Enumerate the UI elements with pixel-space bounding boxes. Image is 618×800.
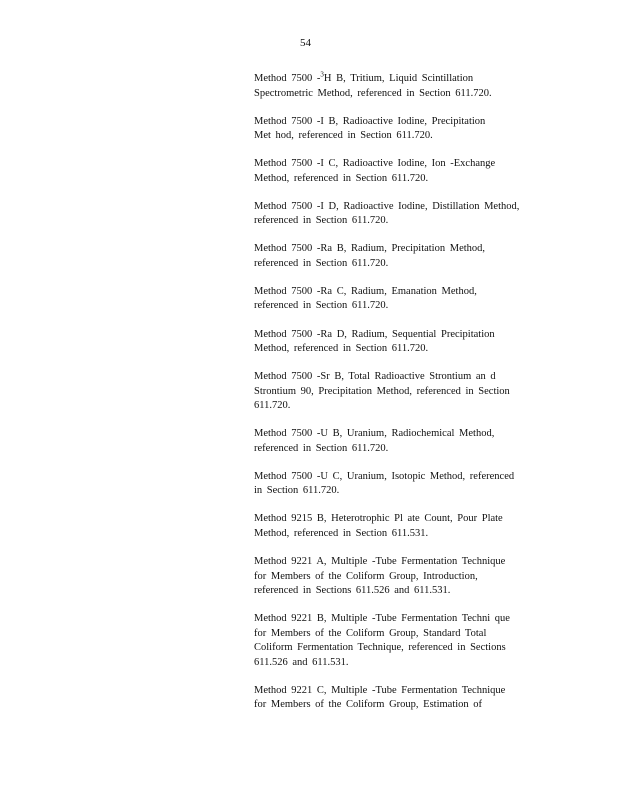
entry-line: Met hod, referenced in Section 611.720. (254, 130, 433, 142)
entry-line: for Members of the Coliform Group, Standard Total (254, 627, 487, 639)
method-entry (254, 157, 534, 186)
superscript-mass-number: 3 (320, 70, 324, 79)
page-number: 54 (300, 37, 311, 49)
entry-line: Method 7500 -Sr B, Total Radioactive Strontium an d (254, 371, 496, 383)
entry-line: Method 7500 -U B, Uranium, Radiochemical Method, (254, 428, 495, 440)
method-entry (254, 684, 534, 713)
method-entry (254, 200, 534, 229)
entry-line: Method 9215 B, Heterotrophic Pl ate Count, Pour Plate (254, 513, 503, 525)
entry-line: for Members of the Coliform Group, Introduction, (254, 570, 478, 582)
entry-line: Method 7500 -I B, Radioactive Iodine, Precipitation (254, 115, 486, 127)
method-entry (254, 470, 534, 499)
entry-line: Method 7500 -I D, Radioactive Iodine, Distillation Method, (254, 200, 520, 212)
entry-line: referenced in Sections 611.526 and 611.531. (254, 585, 451, 597)
entry-line: Method 7500 -Ra C, Radium, Emanation Method, (254, 285, 477, 297)
method-entry (254, 427, 534, 456)
entry-line: Method, referenced in Section 611.531. (254, 527, 429, 539)
entry-line: Method 9221 B, Multiple -Tube Fermentation Techni que (254, 613, 510, 625)
method-entry (254, 328, 534, 357)
method-entry (254, 115, 534, 144)
entry-line: Method, referenced in Section 611.720. (254, 343, 429, 355)
method-entry (254, 370, 534, 414)
method-entry (254, 612, 534, 670)
entry-line: Method 7500 -Ra B, Radium, Precipitation Method, (254, 243, 486, 255)
entry-line: Strontium 90, Precipitation Method, referenced in Section (254, 385, 510, 397)
entry-line: for Members of the Coliform Group, Estimation of (254, 699, 483, 711)
entry-line: Method 7500 -$^3$H B, Tritium, Liquid Scintillation (254, 70, 474, 84)
entry-line: 611.720. (254, 400, 291, 412)
entry-line: referenced in Section 611.720. (254, 442, 389, 454)
method-entry (254, 512, 534, 541)
entry-line: Method 7500 -I C, Radioactive Iodine, Ion -Exchange (254, 158, 496, 170)
entry-line: Coliform Fermentation Technique, referenced in Sections (254, 642, 506, 654)
entry-line: referenced in Section 611.720. (254, 215, 389, 227)
entry-line: referenced in Section 611.720. (254, 300, 389, 312)
entry-line: Method 9221 A, Multiple -Tube Fermentation Technique (254, 556, 506, 568)
method-entry (254, 242, 534, 271)
entry-line: 611.526 and 611.531. (254, 656, 349, 668)
entry-line: referenced in Section 611.720. (254, 257, 389, 269)
method-entry (254, 72, 534, 101)
entry-line: Method 9221 C, Multiple -Tube Fermentation Technique (254, 684, 506, 696)
entry-line: Spectrometric Method, referenced in Section 611.720. (254, 87, 492, 99)
entry-line: Method, referenced in Section 611.720. (254, 172, 429, 184)
entry-line: in Section 611.720. (254, 485, 340, 497)
method-list (254, 72, 534, 726)
entry-line: Method 7500 -U C, Uranium, Isotopic Method, referenced (254, 470, 515, 482)
method-entry (254, 555, 534, 599)
method-entry (254, 285, 534, 314)
entry-line: Method 7500 -Ra D, Radium, Sequential Precipitation (254, 328, 495, 340)
